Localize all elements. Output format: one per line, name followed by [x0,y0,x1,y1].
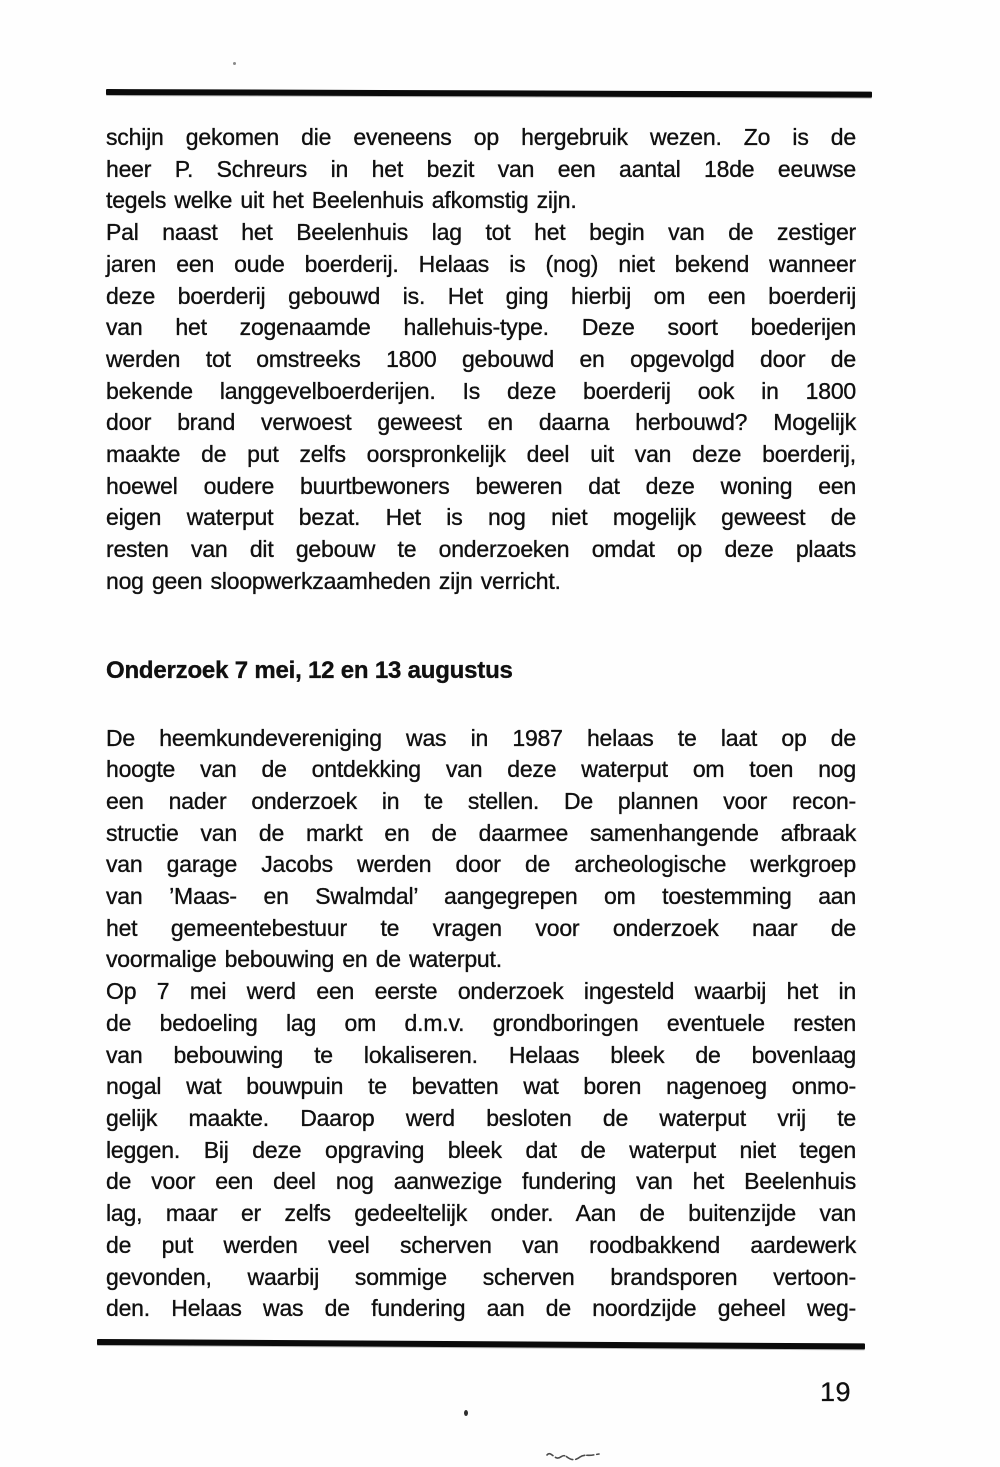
paragraph [106,217,856,597]
paragraph [106,723,856,977]
text-line: hoogte van de ontdekking van deze waterput om toen nog [106,756,856,783]
text-line: gelijk maakte. Daarop werd besloten de waterput vrij te [106,1104,856,1131]
bottom-rule [97,1339,865,1349]
text-line: de bedoeling lag om d.m.v. grondboringen eventuele resten [106,1009,856,1036]
text-line: den. Helaas was de fundering aan de noordzijde geheel weg- [106,1295,856,1322]
scan-squiggle-artifact [546,1448,600,1464]
text-line: Pal naast het Beelenhuis lag tot het begin van de zestiger [106,219,856,246]
text-line: van bebouwing te lokaliseren. Helaas bleek de bovenlaag [106,1041,856,1068]
text-line: jaren een oude boerderij. Helaas is (nog) niet bekend wanneer [106,250,856,277]
text-line: tegels welke uit het Beelenhuis afkomstig zijn. [106,187,577,214]
text-line: bekende langgevelboerderijen. Is deze boerderij ook in 1800 [106,377,856,404]
text-line: structie van de markt en de daarmee samenhangende afbraak [106,819,856,846]
text-line: deze boerderij gebouwd is. Het ging hierbij om een boerderij [106,282,856,309]
text-line: voormalige bebouwing en de waterput. [106,946,502,973]
text-line: van garage Jacobs werden door de archeologische werkgroep [106,851,856,878]
text-line: De heemkundevereniging was in 1987 helaas te laat op de [106,724,856,751]
text-line: nog geen sloopwerkzaamheden zijn verricht. [106,567,561,594]
text-line: werden tot omstreeks 1800 gebouwd en opgevolgd door de [106,345,856,372]
section-heading: Onderzoek 7 mei, 12 en 13 augustus [106,656,513,684]
text-line: maakte de put zelfs oorspronkelijk deel uit van deze boerderij, [106,441,856,468]
text-column [106,122,856,1325]
text-line: de voor een deel nog aanwezige fundering van het Beelenhuis [106,1168,856,1195]
text-line: het gemeentebestuur te vragen voor onderzoek naar de [106,914,856,941]
text-line: door brand verwoest geweest en daarna herbouwd? Mogelijk [106,409,856,436]
text-line: resten van dit gebouw te onderzoeken omdat op deze plaats [106,536,856,563]
text-line: heer P. Schreurs in het bezit van een aantal 18de eeuwse [106,155,856,182]
scan-speckle [233,62,236,65]
text-line: de put werden veel scherven van roodbakkend aardewerk [106,1231,856,1258]
text-line: lag, maar er zelfs gedeeltelijk onder. Aan de buitenzijde van [106,1200,856,1227]
text-line: Op 7 mei werd een eerste onderzoek ingesteld waarbij het in [106,978,856,1005]
text-line: eigen waterput bezat. Het is nog niet mogelijk geweest de [106,504,856,531]
text-line: gevonden, waarbij sommige scherven brandsporen vertoon- [106,1263,856,1290]
text-line: van ’Maas- en Swalmdal’ aangegrepen om toestemming aan [106,883,856,910]
text-line: een nader onderzoek in te stellen. De plannen voor recon- [106,787,856,814]
text-line: van het zogenaamde hallehuis-type. Deze soort boederijen [106,314,856,341]
top-rule [106,89,872,98]
text-line: hoewel oudere buurtbewoners beweren dat deze woning een [106,472,856,499]
page-number: 19 [820,1377,852,1407]
text-line: schijn gekomen die eveneens op hergebruik wezen. Zo is de [106,124,856,150]
paragraph [106,122,856,217]
text-line: leggen. Bij deze opgraving bleek dat de waterput niet tegen [106,1136,856,1163]
text-line: nogal wat bouwpuin te bevatten wat boren nagenoeg onmo- [106,1073,856,1100]
paragraph [106,976,856,1325]
scan-speckle [464,1410,468,1416]
